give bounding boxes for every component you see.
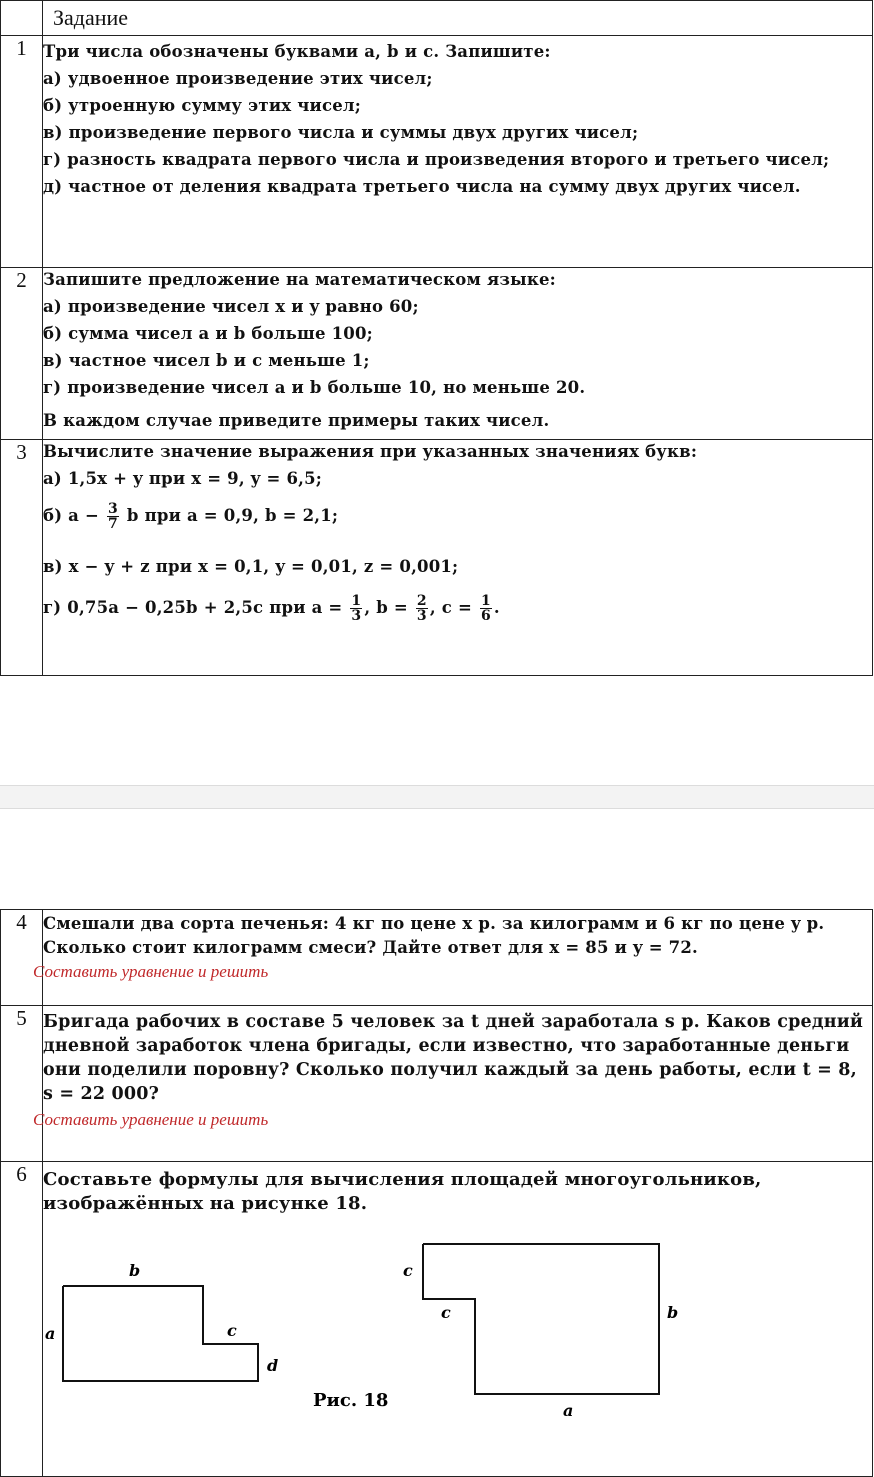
right-label-c-step: c: [441, 1303, 451, 1322]
task-line: б) сумма чисел a и b больше 100;: [43, 324, 373, 343]
left-label-d: d: [267, 1356, 279, 1375]
task-line: в) x − y + z при x = 0,1, y = 0,01, z = 0,001;: [43, 557, 459, 576]
task-line: а) произведение чисел x и y равно 60;: [43, 297, 419, 316]
task-number: 5: [1, 1006, 43, 1162]
task-line: в) частное чисел b и c меньше 1;: [43, 351, 370, 370]
task-line: В каждом случае приведите примеры таких чисел.: [43, 411, 550, 430]
header-title: Задание: [43, 1, 873, 36]
task-body: [43, 1162, 873, 1477]
task-note: Составить уравнение и решить: [33, 1110, 269, 1129]
fraction: [350, 594, 362, 623]
task-body: [43, 36, 873, 268]
task-number: 2: [1, 268, 43, 440]
task-line: Бригада рабочих в составе 5 человек за t дней заработала s р. Каков средний дневной заработок члена бригады, если известно, что заработанные деньги они поделили поровну? Сколько получил каждый за день работы, если t = 8, s = 22 000?: [43, 1012, 864, 1104]
task-line: г) разность квадрата первого числа и произведения второго и третьего чисел;: [43, 150, 830, 169]
task-body: [33, 910, 873, 1006]
task-row-2: [1, 268, 873, 440]
task-row-4: [1, 910, 873, 1006]
fraction-den: 3: [416, 608, 427, 624]
task-line: Смешали два сорта печенья: 4 кг по цене x р. за килограмм и 6 кг по цене y р. Сколько стоит килограмм смеси? Дайте ответ для x = 85 и y = 72.: [43, 914, 825, 957]
expr-part: б) a −: [43, 506, 100, 525]
task-number: 3: [1, 440, 43, 676]
task-line: Три числа обозначены буквами a, b и c. Запишите:: [43, 42, 551, 61]
task-line: Составьте формулы для вычисления площадей многоугольников, изображённых на рисунке 18.: [43, 1169, 762, 1214]
right-polygon: [423, 1244, 659, 1394]
right-label-a: a: [563, 1401, 574, 1420]
fraction-num: 1: [351, 593, 362, 609]
task-line: в) произведение первого числа и суммы двух других чисел;: [43, 123, 639, 142]
polygons-figure: [43, 1216, 843, 1466]
task-row-1: [1, 36, 873, 268]
left-label-b: b: [129, 1261, 141, 1280]
task-number: 1: [1, 36, 43, 268]
expr-part: .: [493, 598, 500, 617]
task-line: Запишите предложение на математическом языке:: [43, 270, 556, 289]
task-number: 4: [1, 910, 43, 1006]
task-body: [43, 440, 873, 676]
right-label-c-top: c: [403, 1261, 413, 1280]
fraction-den: 6: [480, 608, 491, 624]
task-table-top: [0, 0, 873, 676]
left-label-a: a: [45, 1324, 56, 1343]
page-separator: [0, 785, 874, 809]
task-body: [43, 268, 873, 440]
right-label-b: b: [667, 1303, 679, 1322]
expr-part: , b =: [364, 598, 408, 617]
left-label-c: c: [227, 1321, 237, 1340]
fraction: [416, 594, 428, 623]
task-number: 6: [1, 1162, 43, 1477]
task-row-6: [1, 1162, 873, 1477]
task-line: Вычислите значение выражения при указанных значениях букв:: [43, 442, 698, 461]
fraction-num: 1: [480, 593, 491, 609]
task-line: г) произведение чисел a и b больше 10, но меньше 20.: [43, 378, 586, 397]
task-line: а) удвоенное произведение этих чисел;: [43, 69, 433, 88]
task-line: а) 1,5x + y при x = 9, y = 6,5;: [43, 469, 323, 488]
task-line: д) частное от деления квадрата третьего числа на сумму двух других чисел.: [43, 177, 801, 196]
header-num-cell: [1, 1, 43, 36]
task-body: [33, 1006, 873, 1162]
fraction: [107, 502, 119, 531]
task-line: [43, 502, 872, 531]
table-header-row: [1, 1, 873, 36]
fraction-num: 3: [107, 501, 118, 517]
task-line: б) утроенную сумму этих чисел;: [43, 96, 362, 115]
expr-part: г) 0,75a − 0,25b + 2,5c при a =: [43, 598, 343, 617]
figure-caption: Рис. 18: [313, 1390, 389, 1411]
fraction-den: 7: [107, 516, 118, 532]
task-line: [43, 594, 872, 623]
expr-part: , c =: [429, 598, 472, 617]
expr-part: b при a = 0,9, b = 2,1;: [126, 506, 339, 525]
task-table-bottom: [0, 909, 873, 1477]
fraction-den: 3: [351, 608, 362, 624]
figure-18: [43, 1216, 872, 1476]
task-row-5: [1, 1006, 873, 1162]
fraction-num: 2: [416, 593, 427, 609]
task-row-3: [1, 440, 873, 676]
fraction: [480, 594, 492, 623]
task-note: Составить уравнение и решить: [33, 962, 269, 981]
